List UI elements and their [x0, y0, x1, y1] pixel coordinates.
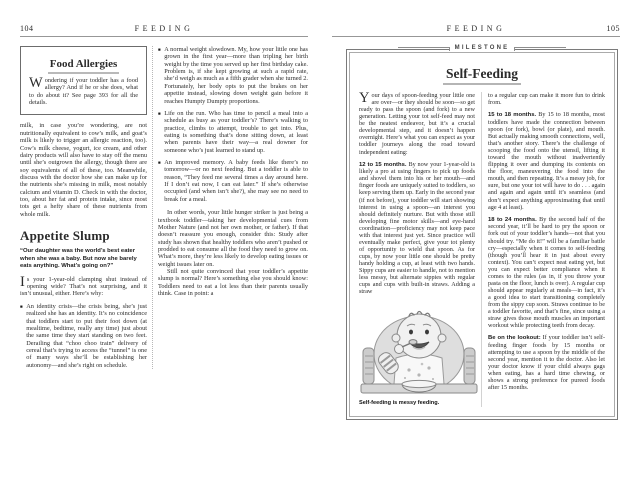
paragraph-milk-continuation: milk, in case you’re wondering, are not nutritionally equivalent to cow’s milk, and goat’s milk is likely to trigger an allergic reaction, too). Cow’s milk cheese, yogurt, ice cream, and other dairy products will also have to stay off the menu until she’s outgrown the allergy, though there are soy equivalents of all of these, too. Meanwhile, discuss with the doctor how she can make up for the nutrients she’s missing in milk, most notably calcium and vitamin D. Check in with the doctor, too, about her fat and protein intake, since most tots get a hefty share of these nutrients from whole milk.	[20, 122, 147, 218]
dropcap-i: I	[20, 273, 25, 290]
milestone-tab-line-left	[398, 47, 450, 51]
milestone-box-inner	[349, 52, 615, 417]
bullet-item-weight-slowdown: ■ A normal weight slowdown. My, how your little one has grown in the first year—more than tripling her birth weight by the time you served up her first birthday cake. Problem is, if she kept growing at such a rapid rate, she’d weigh as much as a fifth grader when she turned 2. Fortunately, her body opts to put the brakes on her appetite instead, slowing down weight gain before it reaches Humpty Dumpty proportions.	[158, 46, 308, 105]
section-heading-appetite-slump: Appetite Slump	[20, 228, 110, 244]
page-left	[20, 24, 308, 480]
milestone-box	[346, 45, 618, 420]
be-on-the-lookout: Be on the lookout: If your toddler isn’t self-feeding finger foods by 15 months or attempting to use a spoon by the middle of the second year, mention it to the doctor. Also let your doctor know if your child always gags when eating, has a hard time chewing, or shows a strong preference for pureed foods after 15 months.	[488, 334, 606, 392]
page-left-running-head	[20, 24, 308, 37]
milestone-column-2	[482, 92, 605, 407]
square-bullet-icon: ■	[158, 160, 161, 166]
left-page-column-1	[20, 46, 147, 369]
stage-15-to-18-months: 15 to 18 months. By 15 to 18 months, most toddlers have made the connection between spoon (or fork), bowl (or plate), and mouth. But actually making smooth connections, well, that’s another story. There’s the challenge of scooping the food onto the utensil, lifting it toward the mouth without inadvertently flipping it over and dumping its contents on the floor, maneuvering the food into the mouth, and then repeating. It’s a messy job, for sure, but one your tot will have to do . . . again and again and again until it’s seamless (and don’t expect anything approximating that until age 4 at least).	[488, 111, 605, 211]
figure-caption: Self-feeding is messy feeding.	[359, 400, 440, 407]
dropcap-w: W	[29, 75, 43, 91]
running-head-title-left: FEEDING	[134, 24, 194, 33]
milestone-columns	[359, 92, 605, 407]
page-number-left: 104	[20, 24, 34, 33]
bullet-item-identity-crisis: ■ An identity crisis—the crisis being, she’s just realized she has an identity. It’s no coincidence that toddlers start to put their foot down (at mealtime, bedtime, really any time) just about the same time they start standing on two feet. Derailing that “choo choo train” delivery of cereal that’s trying to access the “tunnel” is one of many ways she’ll be establishing her autonomy—and she’s right on schedule.	[20, 302, 147, 369]
column-divider-dotted	[152, 46, 153, 369]
running-head-title-right: FEEDING	[446, 24, 506, 33]
square-bullet-icon: ■	[20, 303, 23, 309]
self-feeding-figure	[359, 302, 475, 406]
milestone-title: Self-Feeding	[359, 65, 605, 83]
square-bullet-icon: ■	[158, 110, 161, 116]
page-number-right: 105	[606, 24, 620, 33]
milestone-tab-label: MILESTONE	[450, 45, 515, 51]
milestone-column-1	[359, 92, 482, 407]
stage-18-to-24-months: 18 to 24 months. By the second half of the second year, it’ll be hard to pry the spoon or fork out of your toddler’s hands—not that you should try. “Me do it!” will be a familiar battle cry—especially when it comes to self-feeding (though you’ll hear it in just about every context). You can’t expect neat eating yet, but you can expect better compliance when it comes to the rules (as in, if you throw your pasta on the floor, lunch is over). A regular cup should appear regularly at meals—in fact, it’s a good idea to start transitioning completely from the sippy cup soon. Straws continue to be a toddler favorite, and that’s fine, since using a straw gives those mouth muscles an important workout while protecting teeth from decay.	[488, 215, 606, 330]
bullet-item-improved-memory: ■ An improved memory. A baby feeds like there’s no tomorrow—or no next feeding. But a toddler is able to reason, “They feed me several times a day around here. If I don’t eat now, I can eat later.” If she’s otherwise occupied (and when isn’t she?), she may see no need to break for a meal.	[158, 159, 308, 203]
page-right-running-head	[332, 24, 620, 37]
appetite-slump-intro: Is your 1-year-old clamping shut instead of opening wide? That’s not surprising, and it isn’t unusual, either. Here’s why:	[20, 273, 147, 298]
paragraph-hunger-striker: In other words, your little hunger striker is just being a textbook toddler—taking her developmental cues from Mother Nature (and not her own mother, or father). If that doesn’t reassure you enough, consider this: Study after study has shown that healthy toddlers who aren’t pushed or prodded to eat consume all the food they need to grow on. What’s more, they’re less likely to develop eating issues or weight issues later on.	[158, 209, 308, 268]
baby-self-feeding-illustration	[359, 302, 479, 398]
food-allergies-box	[20, 46, 147, 115]
milestone-tab-line-right	[514, 47, 566, 51]
stage-12-to-15-months: 12 to 15 months. By now your 1-year-old is likely a pro at using fingers to pick up foods and shovel them into his or her mouth—and finger foods are uniquely suited to toddlers, so keep serving them up. Early in the second year (if not before), your toddler will start showing interest in using a spoon—an interest you should definitely nurture. But with those still developing fine motor skills—and eye-hand coordination—proficiency may not keep pace with that interest just yet. Since practice will eventually make perfect, give your tot plenty of opportunity to wield that spoon. As for cups, by now your little one should be pretty handy holding a cup, at least with two hands. Sippy cups are easier to handle, not to mention less messy, but alternate sippies with regular cups and cups with built-in straws. Adding a straw	[359, 160, 476, 296]
milestone-tab	[347, 46, 617, 52]
bullet-item-life-on-the-run: ■ Life on the run. Who has time to pencil a meal into a schedule as busy as your toddler’s? There’s walking to practice, climbs to attempt, trouble to get into. Plus, eating is something that’s done sitting down, at least when parents have their way—a real downer for someone who’s just learned to stand up.	[158, 109, 308, 154]
food-allergies-box-title: Food Allergies	[29, 54, 138, 72]
reader-question-quote: “Our daughter was the world’s best eater when she was a baby. But now she barely eats anything. What’s going on?”	[20, 248, 137, 270]
carryover-text: to a regular cup can make it more fun to drink from.	[488, 92, 605, 107]
self-feeding-intro: Your days of spoon-feeding your little one are over—or they should be soon—so get ready to pass the spoon (and fork) to a new generation. Letting your tot self-feed may not be the neatest endeavor, but it’s a crucial developmental step, and it doesn’t happen overnight. Here’s what you can expect as your toddler journeys along the road toward independent eating:	[359, 90, 475, 156]
left-page-column-2	[158, 46, 308, 369]
left-page-columns	[20, 46, 308, 369]
page-right	[332, 24, 620, 480]
square-bullet-icon: ■	[158, 47, 161, 52]
food-allergies-box-text: Wondering if your toddler has a food allergy? And if he or she does, what to do about it? See page 393 for all the details.	[29, 75, 138, 107]
paragraph-still-not-convinced: Still not quite convinced that your toddler’s appetite slump is normal? Here’s something else you should know: Toddlers need to eat a lot less than their parents usually think. Case in point: a	[158, 268, 308, 298]
dropcap-y: Y	[359, 90, 370, 106]
